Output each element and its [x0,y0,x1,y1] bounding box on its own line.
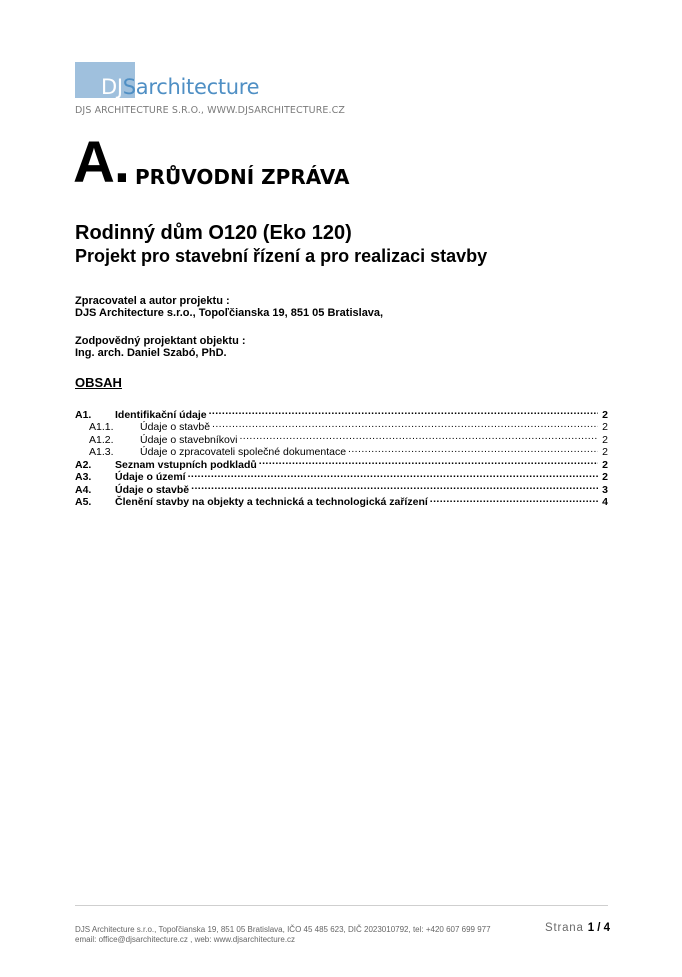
toc-leader-dots [212,418,598,431]
toc-entry-label: Seznam vstupních podkladů [115,458,257,471]
toc-entry-label: Členění stavby na objekty a technická a technologická zařízení [115,496,428,508]
author-value: DJS Architecture s.r.o., Topoľčianska 19, 851 05 Bratislava, [75,307,384,319]
project-subtitle: Projekt pro stavební řízení a pro realizaci stavby [75,246,488,266]
company-logo [75,62,275,98]
toc-leader-dots [259,455,598,468]
toc-leader-dots [209,405,598,418]
toc-entry-page: 2 [602,408,608,421]
toc-entry-page: 2 [602,471,608,483]
toc-entry-label: Údaje o stavbě [140,421,211,433]
toc-entry-page: 2 [602,446,608,458]
footer-divider [75,905,608,906]
designer-label: Zodpovědný projektant objektu : [75,335,246,347]
toc-leader-dots [191,480,598,493]
toc-leader-dots [239,430,598,443]
toc-entry-label: Identifikační údaje [115,408,207,421]
toc-entry-label: Údaje o stavebníkovi [140,433,238,446]
toc-heading: OBSAH [75,375,122,390]
toc-entry-number: A5. [75,496,92,508]
toc-entry[interactable] [75,418,608,431]
toc-entry-number: A1. [75,408,92,421]
footer-contact [75,925,491,945]
toc-entry-page: 2 [602,458,608,471]
table-of-contents [75,405,608,508]
toc-entry-number: A1.1. [89,421,114,433]
footer-line-2: email: office@djsarchitecture.cz , web: www.djsarchitecture.cz [75,935,296,944]
toc-entry-number: A1.3. [89,446,114,458]
project-title: Rodinný dům O120 (Eko 120) [75,222,352,244]
toc-entry-page: 2 [602,421,608,433]
toc-entry-label: Údaje o stavbě [115,483,190,496]
toc-entry-page: 4 [602,496,608,508]
toc-entry-number: A3. [75,471,92,483]
toc-entry[interactable] [75,468,608,481]
page-indicator [545,922,610,934]
logo-text: DJSarchitecture [101,75,260,99]
toc-entry[interactable] [75,443,608,456]
toc-entry-number: A1.2. [89,433,114,446]
toc-entry-page: 3 [602,483,608,496]
toc-entry[interactable] [75,455,608,471]
toc-entry[interactable] [75,405,608,421]
toc-leader-dots [188,468,598,481]
company-line: DJS ARCHITECTURE S.R.O., WWW.DJSARCHITECTURE.CZ [75,105,345,116]
section-letter: A. [73,130,129,195]
toc-entry-label: Údaje o území [115,471,186,483]
toc-entry[interactable] [75,430,608,446]
toc-entry-label: Údaje o zpracovateli společné dokumentace [140,446,347,458]
toc-entry[interactable] [75,493,608,506]
toc-entry-number: A4. [75,483,92,496]
footer-line-1: DJS Architecture s.r.o., Topoľčianska 19, 851 05 Bratislava, IČO 45 485 623, DIČ 2023010792, tel: +420 607 699 977 [75,925,491,934]
toc-entry-page: 2 [602,433,608,446]
author-label: Zpracovatel a autor projektu : [75,295,230,307]
toc-entry[interactable] [75,480,608,496]
toc-leader-dots [430,493,598,506]
toc-entry-number: A2. [75,458,92,471]
section-title: PRŮVODNÍ ZPRÁVA [135,165,350,189]
page-number: 1 / 4 [587,922,611,934]
page-label: Strana [545,922,584,934]
designer-value: Ing. arch. Daniel Szabó, PhD. [75,347,227,359]
toc-leader-dots [348,443,598,456]
